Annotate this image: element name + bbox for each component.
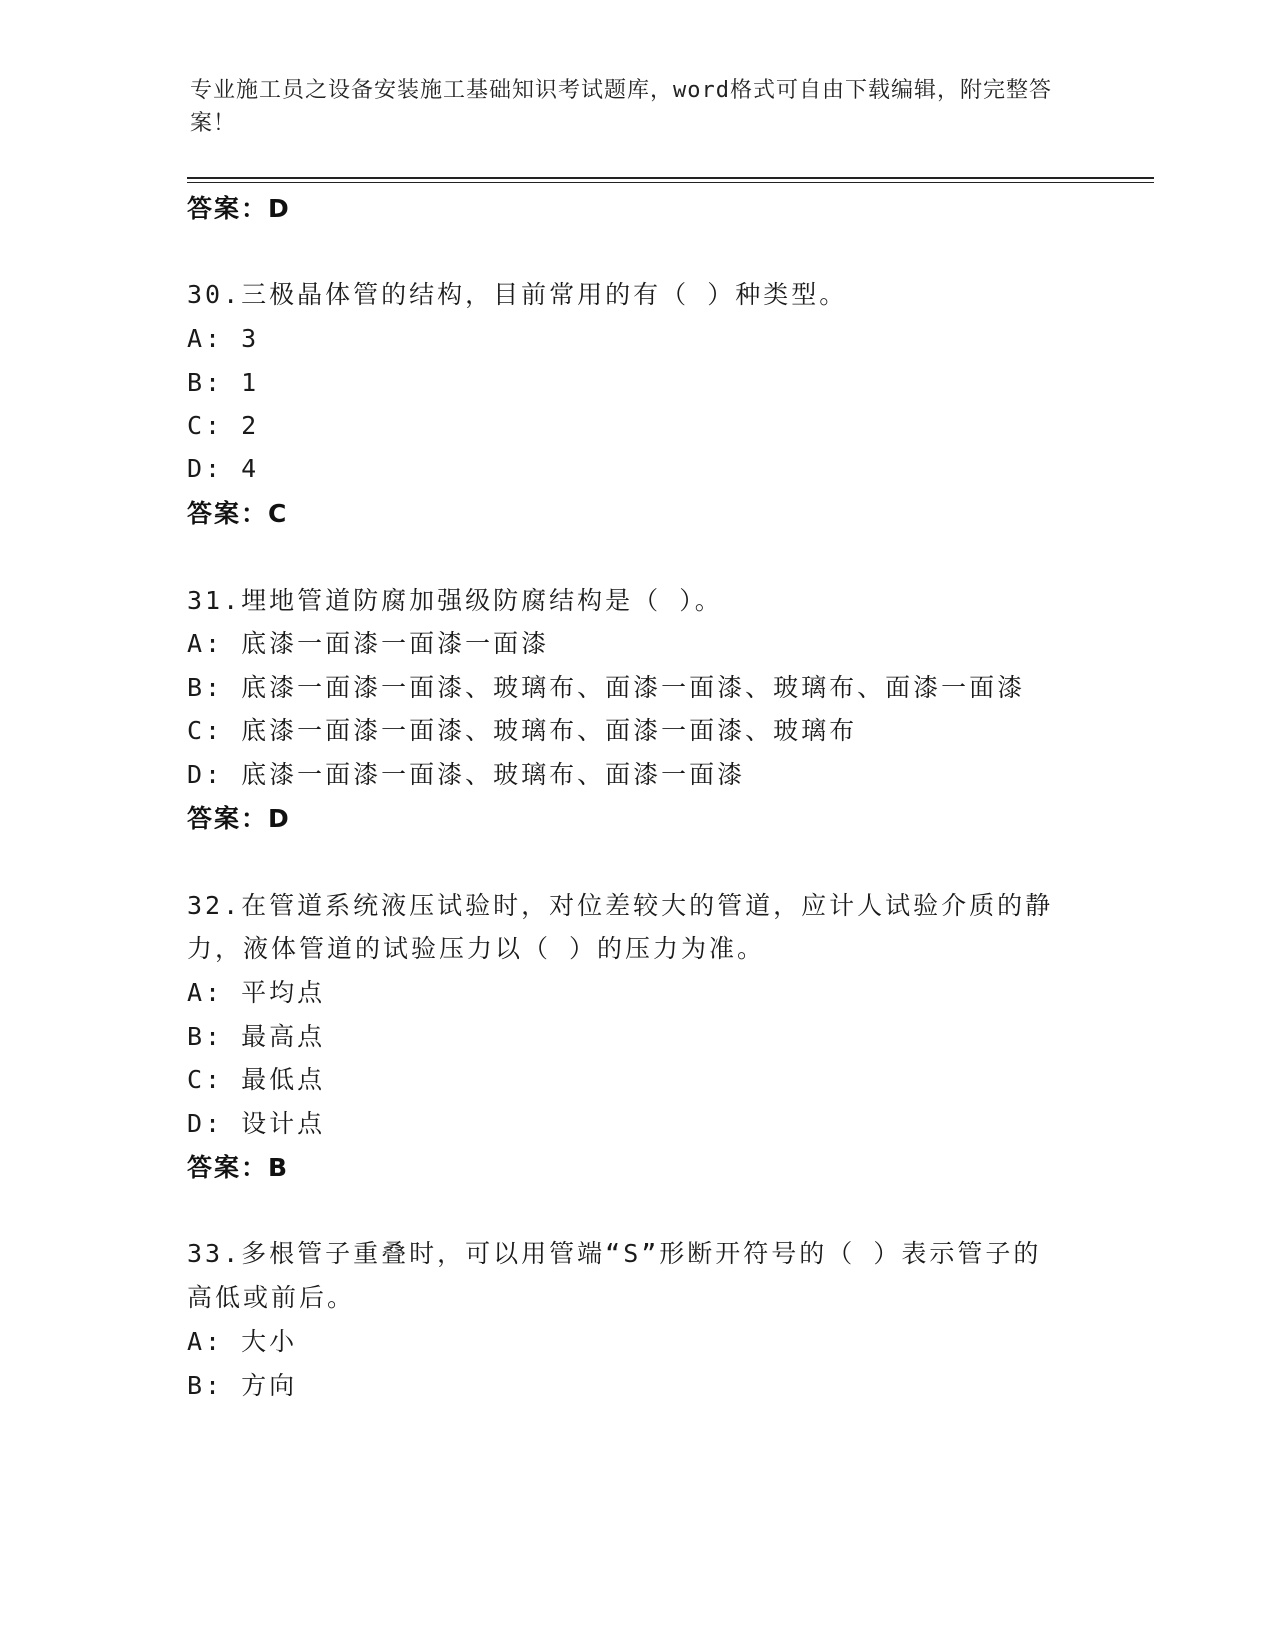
- question-32-option-d: D: 设计点: [187, 1109, 326, 1138]
- question-30-option-d: D: 4: [187, 454, 260, 483]
- question-30-option-c: C: 2: [187, 411, 260, 440]
- question-32-option-c: C: 最低点: [187, 1065, 326, 1094]
- answer-q29: 答案：D: [187, 194, 291, 223]
- question-30-option-b: B: 1: [187, 368, 260, 397]
- answer-q30: 答案：C: [187, 499, 289, 528]
- question-31-option-a: A: 底漆一面漆一面漆一面漆: [187, 629, 550, 658]
- header-divider-thin: [187, 182, 1154, 183]
- question-31-stem: 31.埋地管道防腐加强级防腐结构是（ ）。: [187, 586, 723, 615]
- answer-q32: 答案：B: [187, 1153, 290, 1182]
- document-header: 专业施工员之设备安装施工基础知识考试题库，word格式可自由下载编辑，附完整答案！: [190, 78, 1052, 136]
- question-31-option-b: B: 底漆一面漆一面漆、玻璃布、面漆一面漆、玻璃布、面漆一面漆: [187, 673, 1026, 702]
- question-33-option-a: A: 大小: [187, 1327, 298, 1356]
- question-31-option-c: C: 底漆一面漆一面漆、玻璃布、面漆一面漆、玻璃布: [187, 716, 858, 745]
- question-30-stem: 30.三极晶体管的结构，目前常用的有（ ）种类型。: [187, 280, 848, 309]
- question-33-stem-line-1: 33.多根管子重叠时，可以用管端“S”形断开符号的（ ）表示管子的: [187, 1239, 1042, 1268]
- question-30-option-a: A: 3: [187, 324, 260, 353]
- question-32-stem-line-1: 32.在管道系统液压试验时，对位差较大的管道，应计人试验介质的静: [187, 891, 1054, 920]
- answer-q31: 答案：D: [187, 804, 291, 833]
- question-32-stem-line-2: 力，液体管道的试验压力以（ ）的压力为准。: [187, 934, 766, 963]
- question-31-option-d: D: 底漆一面漆一面漆、玻璃布、面漆一面漆: [187, 760, 746, 789]
- header-divider-thick: [187, 177, 1154, 179]
- question-33-stem-line-2: 高低或前后。: [187, 1283, 356, 1312]
- question-32-option-a: A: 平均点: [187, 978, 326, 1007]
- question-33-option-b: B: 方向: [187, 1371, 298, 1400]
- question-32-option-b: B: 最高点: [187, 1022, 326, 1051]
